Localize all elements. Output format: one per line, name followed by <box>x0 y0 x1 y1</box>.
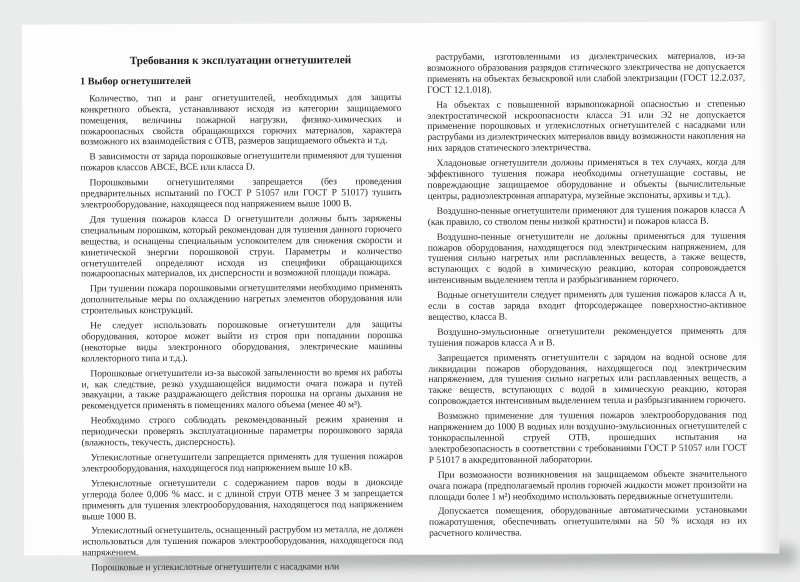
paragraph: Для тушения пожаров класса D огнетушители должны быть заряжены специальным порошком, который рекомендован для тушения данного горючего вещества, и оснащены специальным успокоителем для снижения скорости и кинетической энергии порошковой струи. Параметры и количество огнетушителей определяют исходя из специфики обращающихся пожароопасных материалов, их дисперсности и возможной площади пожара. <box>80 212 402 280</box>
paragraph: Порошковыми огнетушителями запрещается (без проведения предварительных испытаний по ГОСТ Р 51057 или ГОСТ Р 51017) тушить электрооборудование, находящееся под напряжением выше 1000 В. <box>80 176 402 211</box>
paragraph: Количество, тип и ранг огнетушителей, необходимых для защиты конкретного объекта, устанавливают исходя из категории защищаемого помещения, величины пожарной нагрузки, физико-химических и пожароопасных свойств обращающихся горючих материалов, характера возможного их взаимодействия с ОТВ, размеров защищаемого объекта и т.д. <box>80 91 402 148</box>
paragraph: Порошковые и углекислотные огнетушители с насадками или <box>91 561 340 574</box>
paragraph: Водные огнетушители следует применять для тушения пожаров класса А и, если в состав заряда входит фторсодержащее поверхностно-активное вещество, класса В. <box>428 288 747 323</box>
paragraph: Возможно применение для тушения пожаров электрооборудования под напряжением до 1000 В водных или воздушно-эмульсионных огнетушителей с тонкораспыленной струей ОТВ, прошедших испытания на электробезопасность в соответствии с требованиями ГОСТ Р 51057 или ГОСТ Р 51017 в аккредитованной лаборатории. <box>428 409 747 466</box>
paragraph: Углекислотные огнетушители запрещается применять для тушения пожаров электрооборудования, находящегося под напряжением выше 10 кВ. <box>81 450 403 475</box>
right-column <box>427 51 747 544</box>
paragraph: Углекислотный огнетушитель, оснащенный раструбом из металла, не должен использоваться для тушения пожаров электрооборудования, находящегося под напряжением. <box>82 524 404 559</box>
paragraph: Допускается помещения, оборудованные автоматическими установками пожаротушения, обеспечивать огнетушителями на 50 % исходя из их расчетного количества. <box>428 504 748 540</box>
document-title: Требования к эксплуатации огнетушителей <box>129 54 352 68</box>
paragraph: Хладоновые огнетушители должны применяться в тех случаях, когда для эффективного тушения пожара необходимы огнетушащие составы, не повреждающие защищаемое оборудование и объекты (вычислительные центры, радиоэлектронная аппаратура, музейные экспонаты, архивы и т.д.). <box>427 156 746 202</box>
paragraph: На объектах с повышенной взрывопожарной опасностью и степенью электростатической искроопасности класса Э1 или Э2 не допускается применение порошковых и углекислотных огнетушителей с насадками или раструбами из диэлектрических материалов ввиду возможности накопления на них зарядов статического электричества. <box>427 98 746 155</box>
paragraph: Порошковые огнетушители из-за высокой запыленности во время их работы и, как следствие, резко ухудшающейся видимости очага пожара и путей эвакуации, а также раздражающего действия порошка на органы дыхания не рекомендуется применять в помещениях малого объема (менее 40 м³). <box>81 366 403 412</box>
paragraph: Воздушно-эмульсионные огнетушители рекомендуется применять для тушения пожаров класса А и В. <box>428 325 747 349</box>
left-column <box>80 53 403 578</box>
paragraph: Углекислотные огнетушители с содержанием паров воды в диоксиде углерода более 0,006 % масс. и с длиной струи ОТВ менее 3 м запрещается применять для тушения электрооборудования, находящегося под напряжением выше 1000 В. <box>81 476 403 522</box>
paragraph: Запрещается применять огнетушители с зарядом на водной основе для ликвидации пожаров оборудования, находящегося под электрическим напряжением, для тушения сильно нагретых или расплавленных веществ, а также веществ, вступающих с водой в химическую реакцию, которая сопровождается интенсивным выделением тепла и разбрызгиванием горючего. <box>428 351 747 408</box>
paragraph: В зависимости от заряда порошковые огнетушители применяют для тушения пожаров классов АВСЕ, ВСЕ или класса D. <box>80 150 402 174</box>
paragraph: Воздушно-пенные огнетушители применяют для тушения пожаров класса А (как правило, со стволом пены низкой кратности) и пожаров класса В. <box>427 204 746 228</box>
paragraph: Не следует использовать порошковые огнетушители для защиты оборудования, которое может выйти из строя при попадании порошка (некоторые виды электронного оборудования, электрические машины коллекторного типа и т.д.). <box>81 319 403 365</box>
paragraph: раструбами, изготовленными из диэлектрических материалов, из-за возможного образования разрядов статического электричества не допускается применять на объектах безыскровой или слабой электризации (ГОСТ 12.2.037, ГОСТ 12.1.018). <box>427 50 746 96</box>
paragraph: Воздушно-пенные огнетушители не должны применяться для тушения пожаров оборудования, находящегося под электрическим напряжением, для тушения сильно нагретых или расплавленных веществ, а также веществ, вступающих с водой в химическую реакцию, которая сопровождается интенсивным выделением тепла и разбрызгиванием горючего. <box>427 230 746 287</box>
paragraph: При возможности возникновения на защищаемом объекте значительного очага пожара (предполагаемый пролив горючей жидкости может произойти на площади более 1 м²) необходимо использовать передвижные огнетушители. <box>428 468 747 503</box>
section-heading: 1 Выбор огнетушителей <box>80 75 191 88</box>
document-page <box>21 20 779 574</box>
paragraph: При тушении пожара порошковыми огнетушителями необходимо применять дополнительные меры по охлаждению нагретых элементов оборудования или строительных конструкций. <box>81 282 403 317</box>
paragraph: Необходимо строго соблюдать рекомендованный режим хранения и периодически проверять эксплуатационные параметры порошкового заряда (влажность, текучесть, дисперсность). <box>81 414 403 449</box>
